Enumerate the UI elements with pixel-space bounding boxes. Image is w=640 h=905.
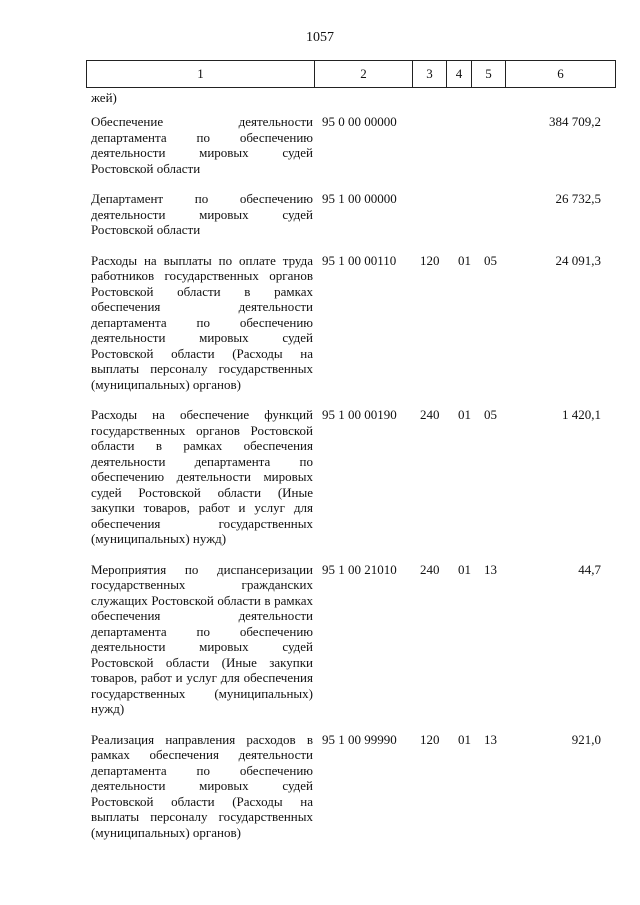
row-section: 01 <box>458 407 471 422</box>
row-amount: 44,7 <box>578 561 601 577</box>
row-amount: 921,0 <box>571 731 601 747</box>
row-section: 01 <box>458 731 471 747</box>
row-code: 95 1 00 21010 <box>322 561 397 577</box>
row-section: 01 <box>458 252 471 268</box>
row-code: 95 0 00 00000 <box>322 114 397 129</box>
row-expense-type: 240 <box>420 561 440 577</box>
column-header-row <box>87 61 616 88</box>
column-header-2: 2 <box>315 61 413 88</box>
column-header-4: 4 <box>447 61 472 88</box>
column-header-3: 3 <box>413 61 447 88</box>
row-name: Обеспечение деятельности департамента по обеспечению деятельности мировых судей Ростовской области <box>91 114 313 176</box>
row-subsection: 13 <box>484 731 497 747</box>
column-header-table <box>86 60 616 88</box>
continuation-text: жей) <box>91 90 117 105</box>
column-header-5: 5 <box>472 61 506 88</box>
row-subsection: 05 <box>484 252 497 268</box>
table-row <box>86 407 615 547</box>
row-expense-type: 120 <box>420 252 440 268</box>
row-expense-type: 120 <box>420 731 440 747</box>
row-name: Департамент по обеспечению деятельности мировых судей Ростовской области <box>91 191 313 237</box>
budget-rows <box>86 114 615 855</box>
row-name: Реализация направления расходов в рамках обеспечения деятельности департамента по обеспечению деятельности мировых судей Ростовской области (Расходы на выплаты персоналу государственных (муниципальных) органов) <box>91 731 313 840</box>
table-row <box>86 253 615 393</box>
row-name: Мероприятия по диспансеризации государственных гражданских служащих Ростовской области в рамках обеспечения деятельности департамента по обеспечению деятельности мировых судей Ростовской области (Иные закупки товаров, работ и услуг для обеспечения государственных (муниципальных) нужд) <box>91 561 313 716</box>
row-amount: 384 709,2 <box>549 114 601 129</box>
row-amount: 1 420,1 <box>562 407 601 422</box>
table-row <box>86 562 615 717</box>
column-header-6: 6 <box>506 61 616 88</box>
row-code: 95 1 00 00000 <box>322 191 397 206</box>
table-row <box>86 191 615 238</box>
row-name: Расходы на обеспечение функций государственных органов Ростовской области в рамках обеспечения деятельности департамента по обеспечению деятельности мировых судей Ростовской области (Иные закупки товаров, работ и услуг для обеспечения государственных (муниципальных) нужд) <box>91 407 313 546</box>
row-code: 95 1 00 99990 <box>322 731 397 747</box>
row-expense-type: 240 <box>420 407 440 422</box>
row-code: 95 1 00 00110 <box>322 252 397 268</box>
row-subsection: 13 <box>484 561 497 577</box>
row-name: Расходы на выплаты по оплате труда работников государственных органов Ростовской области в рамках обеспечения деятельности департамента по обеспечению деятельности мировых судей Ростовской области (Расходы на выплаты персоналу государственных (муниципальных) органов) <box>91 252 313 392</box>
table-row <box>86 114 615 176</box>
table-row <box>86 732 615 841</box>
column-header-1: 1 <box>87 61 315 88</box>
row-subsection: 05 <box>484 407 497 422</box>
row-code: 95 1 00 00190 <box>322 407 397 422</box>
row-section: 01 <box>458 561 471 577</box>
row-amount: 26 732,5 <box>555 191 601 206</box>
page-number: 1057 <box>306 30 334 45</box>
row-amount: 24 091,3 <box>555 252 601 268</box>
